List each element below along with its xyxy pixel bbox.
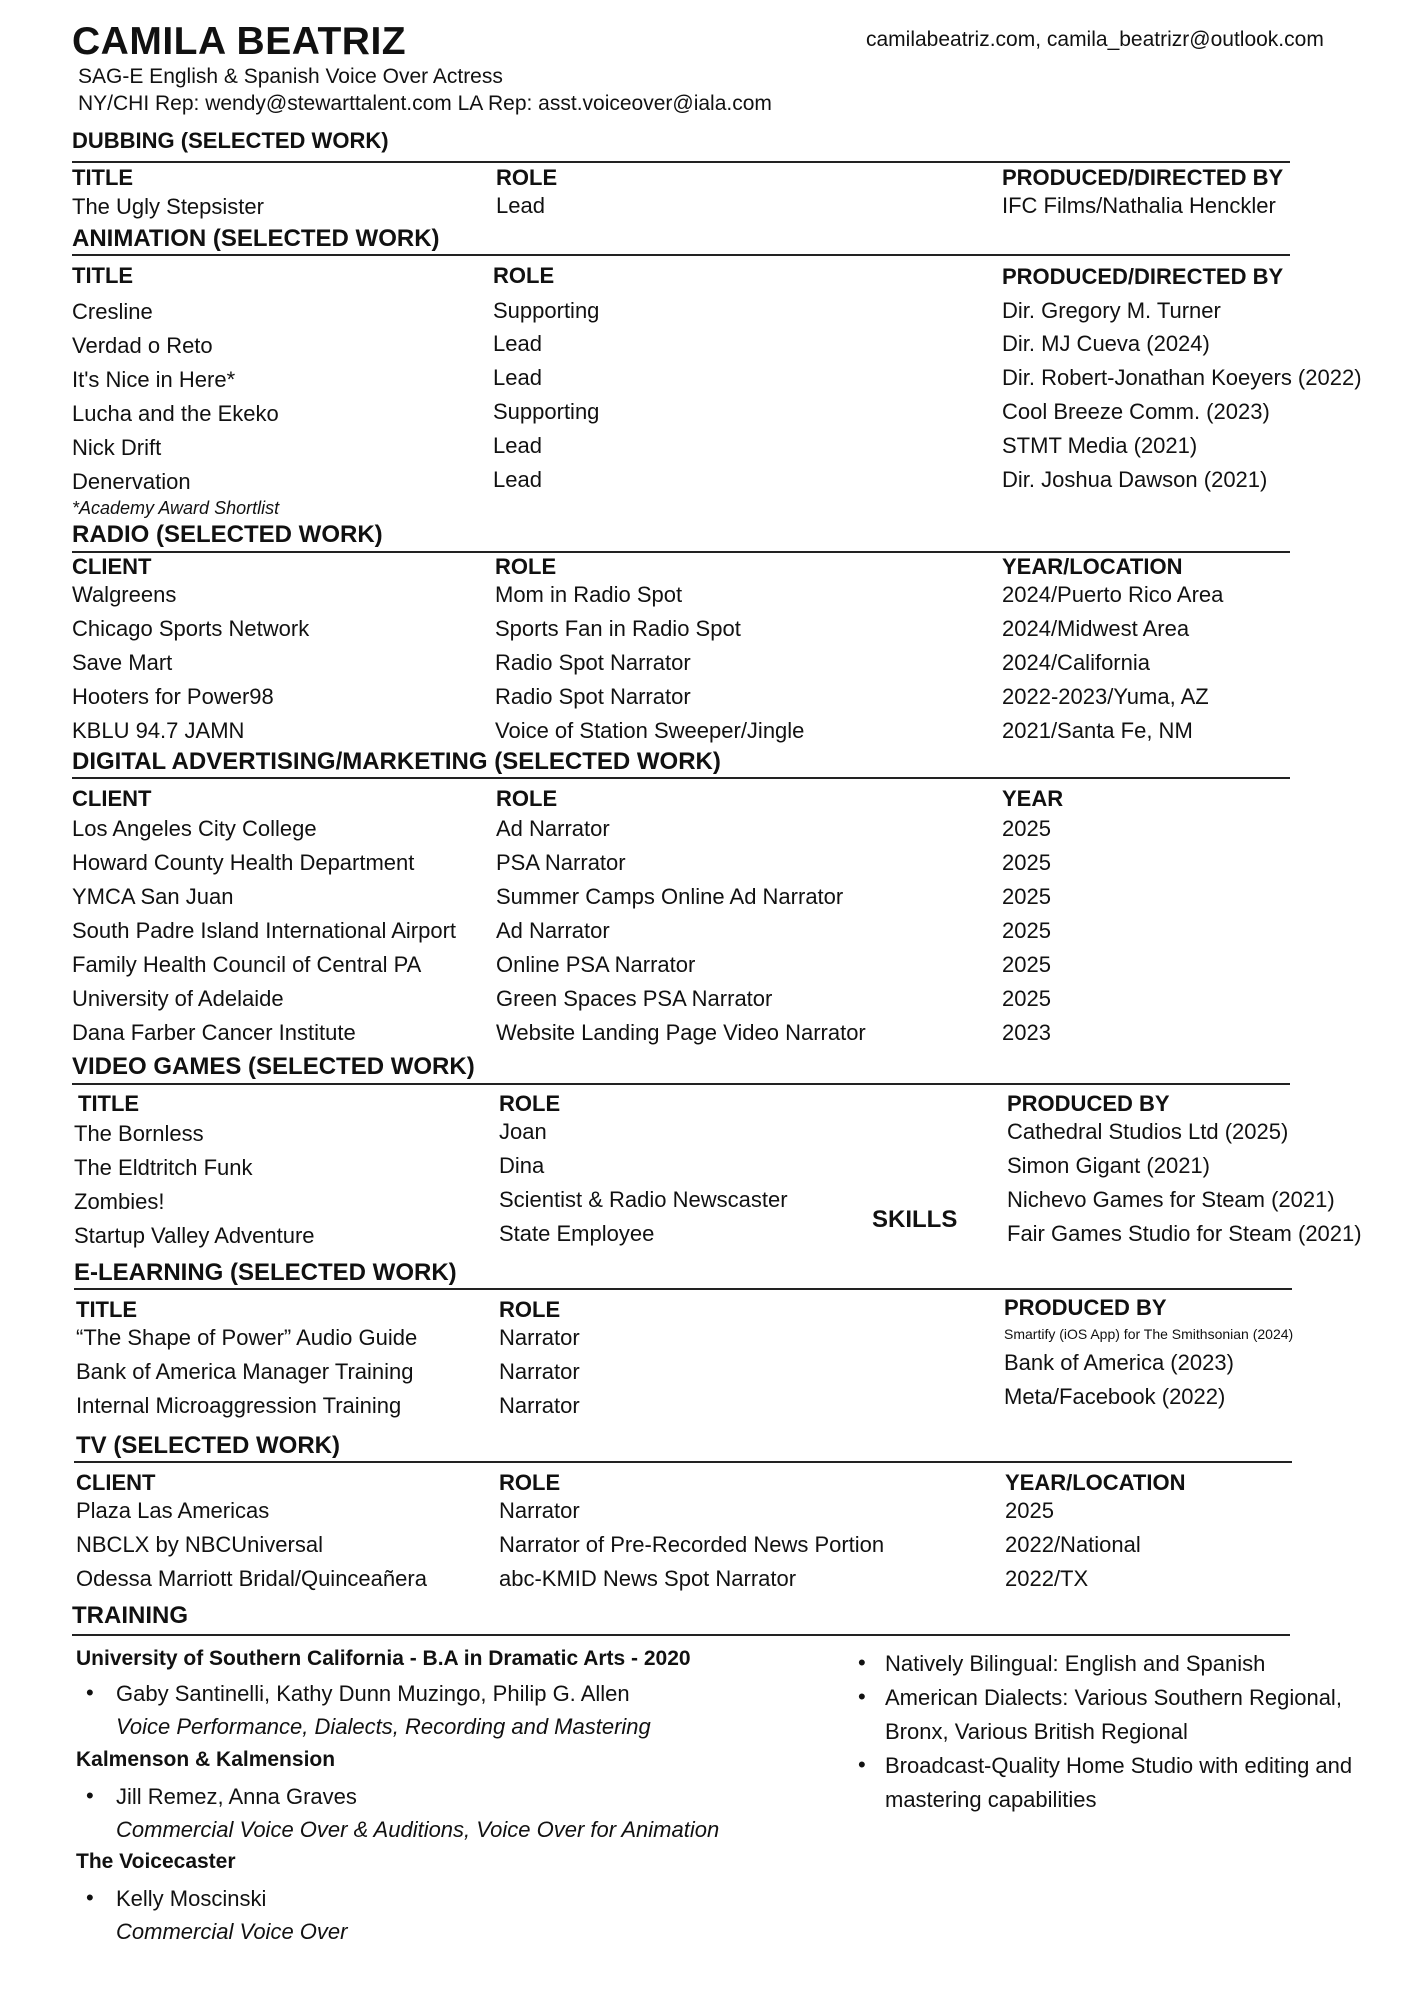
table-cell: PSA Narrator xyxy=(496,850,626,875)
table-cell: 2025 xyxy=(1005,1498,1054,1523)
table-cell: Bank of America Manager Training xyxy=(76,1359,414,1384)
table-cell: abc-KMID News Spot Narrator xyxy=(499,1566,797,1591)
col-header: PRODUCED BY xyxy=(1007,1091,1170,1116)
table-cell: Denervation xyxy=(72,469,191,494)
col-header: PRODUCED/DIRECTED BY xyxy=(1002,264,1284,289)
table-cell: Narrator xyxy=(499,1393,580,1418)
table-cell: Simon Gigant (2021) xyxy=(1007,1153,1210,1178)
table-cell: Ad Narrator xyxy=(496,816,610,841)
table-cell: Save Mart xyxy=(72,650,173,675)
table-cell: Ad Narrator xyxy=(496,918,610,943)
bullet-icon: • xyxy=(86,1680,94,1705)
footnote: *Academy Award Shortlist xyxy=(72,498,280,518)
section-title-animation: ANIMATION (SELECTED WORK) xyxy=(72,225,440,252)
school-name: Kalmenson & Kalmension xyxy=(76,1748,336,1771)
table-cell: Green Spaces PSA Narrator xyxy=(496,986,773,1011)
table-cell: Bank of America (2023) xyxy=(1004,1350,1234,1375)
table-cell: Summer Camps Online Ad Narrator xyxy=(496,884,844,909)
table-cell: Family Health Council of Central PA xyxy=(72,952,422,977)
table-cell: The Ugly Stepsister xyxy=(72,194,264,219)
section-title-radio: RADIO (SELECTED WORK) xyxy=(72,521,383,548)
col-header: ROLE xyxy=(499,1470,561,1495)
table-cell: Dina xyxy=(499,1153,545,1178)
training-focus: Commercial Voice Over & Auditions, Voice Over for Animation xyxy=(116,1817,720,1842)
section-rule xyxy=(74,1288,1292,1290)
table-cell: Supporting xyxy=(493,298,600,323)
resume-name: CAMILA BEATRIZ xyxy=(72,20,407,63)
bullet-icon: • xyxy=(86,1885,94,1910)
col-header: ROLE xyxy=(496,165,558,190)
skill-item: Broadcast-Quality Home Studio with editing and xyxy=(885,1753,1353,1778)
section-title-tv: TV (SELECTED WORK) xyxy=(76,1432,340,1459)
col-header: YEAR/LOCATION xyxy=(1005,1470,1186,1495)
table-cell: Internal Microaggression Training xyxy=(76,1393,402,1418)
section-rule xyxy=(72,777,1290,779)
section-rule xyxy=(72,1083,1290,1085)
training-focus: Voice Performance, Dialects, Recording and Mastering xyxy=(116,1714,651,1739)
teachers: Jill Remez, Anna Graves xyxy=(116,1784,357,1809)
table-cell: Narrator xyxy=(499,1359,580,1384)
col-header: PRODUCED BY xyxy=(1004,1295,1167,1320)
table-cell: Los Angeles City College xyxy=(72,816,317,841)
table-cell: Lead xyxy=(496,193,545,218)
table-cell: 2022/National xyxy=(1005,1532,1141,1557)
skill-item: Natively Bilingual: English and Spanish xyxy=(885,1651,1266,1676)
skills-label: SKILLS xyxy=(872,1206,958,1233)
table-cell: Verdad o Reto xyxy=(72,333,213,358)
training-focus: Commercial Voice Over xyxy=(116,1919,348,1944)
table-cell: Smartify (iOS App) for The Smithsonian (2024) xyxy=(1004,1326,1294,1342)
teachers: Gaby Santinelli, Kathy Dunn Muzingo, Philip G. Allen xyxy=(116,1681,630,1706)
teachers: Kelly Moscinski xyxy=(116,1886,267,1911)
section-rule xyxy=(72,254,1290,256)
col-header: CLIENT xyxy=(72,554,152,579)
table-cell: Fair Games Studio for Steam (2021) xyxy=(1007,1221,1362,1246)
table-cell: Lead xyxy=(493,467,542,492)
table-cell: Voice of Station Sweeper/Jingle xyxy=(495,718,805,743)
table-cell: IFC Films/Nathalia Henckler xyxy=(1002,193,1276,218)
col-header: ROLE xyxy=(495,554,557,579)
school-name: University of Southern California - B.A in Dramatic Arts - 2020 xyxy=(76,1647,691,1670)
table-cell: Dir. Joshua Dawson (2021) xyxy=(1002,467,1268,492)
table-cell: 2024/Midwest Area xyxy=(1002,616,1190,641)
table-cell: Cresline xyxy=(72,299,153,324)
table-cell: Online PSA Narrator xyxy=(496,952,696,977)
table-cell: Radio Spot Narrator xyxy=(495,684,691,709)
section-rule xyxy=(72,1634,1290,1636)
table-cell: Lead xyxy=(493,433,542,458)
table-cell: Walgreens xyxy=(72,582,177,607)
bullet-icon: • xyxy=(858,1752,866,1777)
table-cell: 2025 xyxy=(1002,918,1051,943)
table-cell: 2025 xyxy=(1002,986,1051,1011)
table-cell: Website Landing Page Video Narrator xyxy=(496,1020,866,1045)
table-cell: Lead xyxy=(493,331,542,356)
bullet-icon: • xyxy=(86,1783,94,1808)
table-cell: Dir. Gregory M. Turner xyxy=(1002,298,1221,323)
table-cell: University of Adelaide xyxy=(72,986,284,1011)
col-header: TITLE xyxy=(78,1091,140,1116)
school-name: The Voicecaster xyxy=(76,1850,236,1873)
table-cell: Meta/Facebook (2022) xyxy=(1004,1384,1226,1409)
table-cell: Narrator xyxy=(499,1498,580,1523)
table-cell: STMT Media (2021) xyxy=(1002,433,1198,458)
table-cell: Lead xyxy=(493,365,542,390)
skill-item-cont: Bronx, Various British Regional xyxy=(885,1719,1188,1744)
contact-info[interactable]: camilabeatriz.com, camila_beatrizr@outlook.com xyxy=(866,28,1324,51)
table-cell: It's Nice in Here* xyxy=(72,367,236,392)
skill-item: American Dialects: Various Southern Regional, xyxy=(885,1685,1342,1710)
col-header: CLIENT xyxy=(76,1470,156,1495)
table-cell: Nichevo Games for Steam (2021) xyxy=(1007,1187,1335,1212)
table-cell: The Eldtritch Funk xyxy=(74,1155,253,1180)
table-cell: The Bornless xyxy=(74,1121,204,1146)
tagline: SAG-E English & Spanish Voice Over Actress xyxy=(78,65,503,88)
col-header: YEAR xyxy=(1002,786,1064,811)
table-cell: 2024/Puerto Rico Area xyxy=(1002,582,1224,607)
section-title-digital: DIGITAL ADVERTISING/MARKETING (SELECTED WORK) xyxy=(72,748,721,775)
table-cell: Supporting xyxy=(493,399,600,424)
table-cell: Mom in Radio Spot xyxy=(495,582,683,607)
section-title-training: TRAINING xyxy=(72,1602,188,1629)
section-title-elearning: E-LEARNING (SELECTED WORK) xyxy=(74,1259,457,1286)
table-cell: 2023 xyxy=(1002,1020,1051,1045)
table-cell: Narrator xyxy=(499,1325,580,1350)
col-header: PRODUCED/DIRECTED BY xyxy=(1002,165,1284,190)
col-header: ROLE xyxy=(499,1091,561,1116)
table-cell: State Employee xyxy=(499,1221,655,1246)
col-header: TITLE xyxy=(72,263,134,288)
table-cell: Chicago Sports Network xyxy=(72,616,310,641)
table-cell: 2022/TX xyxy=(1005,1566,1089,1591)
section-rule xyxy=(74,1461,1292,1463)
table-cell: Zombies! xyxy=(74,1189,165,1214)
table-cell: Cool Breeze Comm. (2023) xyxy=(1002,399,1270,424)
table-cell: Howard County Health Department xyxy=(72,850,415,875)
table-cell: “The Shape of Power” Audio Guide xyxy=(76,1325,418,1350)
col-header: CLIENT xyxy=(72,786,152,811)
table-cell: Narrator of Pre-Recorded News Portion xyxy=(499,1532,885,1557)
col-header: YEAR/LOCATION xyxy=(1002,554,1183,579)
skill-item-cont: mastering capabilities xyxy=(885,1787,1097,1812)
representation: NY/CHI Rep: wendy@stewarttalent.com LA Rep: asst.voiceover@iala.com xyxy=(78,92,772,115)
col-header: ROLE xyxy=(493,263,555,288)
table-cell: Radio Spot Narrator xyxy=(495,650,691,675)
col-header: ROLE xyxy=(496,786,558,811)
col-header: ROLE xyxy=(499,1297,561,1322)
bullet-icon: • xyxy=(858,1650,866,1675)
table-cell: 2025 xyxy=(1002,952,1051,977)
table-cell: Plaza Las Americas xyxy=(76,1498,270,1523)
table-cell: South Padre Island International Airport xyxy=(72,918,457,943)
table-cell: NBCLX by NBCUniversal xyxy=(76,1532,323,1557)
table-cell: Lucha and the Ekeko xyxy=(72,401,279,426)
table-cell: Nick Drift xyxy=(72,435,162,460)
table-cell: Dir. MJ Cueva (2024) xyxy=(1002,331,1210,356)
col-header: TITLE xyxy=(72,165,134,190)
table-cell: 2025 xyxy=(1002,850,1051,875)
table-cell: Dir. Robert-Jonathan Koeyers (2022) xyxy=(1002,365,1362,390)
table-cell: 2025 xyxy=(1002,816,1051,841)
table-cell: 2024/California xyxy=(1002,650,1150,675)
table-cell: Odessa Marriott Bridal/Quinceañera xyxy=(76,1566,427,1591)
table-cell: YMCA San Juan xyxy=(72,884,234,909)
section-title-dubbing: DUBBING (SELECTED WORK) xyxy=(72,128,389,153)
table-cell: Startup Valley Adventure xyxy=(74,1223,315,1248)
table-cell: KBLU 94.7 JAMN xyxy=(72,718,245,743)
table-cell: Sports Fan in Radio Spot xyxy=(495,616,741,641)
section-title-video-games: VIDEO GAMES (SELECTED WORK) xyxy=(72,1053,475,1080)
col-header: TITLE xyxy=(76,1297,138,1322)
table-cell: Dana Farber Cancer Institute xyxy=(72,1020,356,1045)
table-cell: Joan xyxy=(499,1119,547,1144)
table-cell: 2022-2023/Yuma, AZ xyxy=(1002,684,1209,709)
bullet-icon: • xyxy=(858,1684,866,1709)
table-cell: Hooters for Power98 xyxy=(72,684,274,709)
section-rule xyxy=(72,161,1290,163)
table-cell: Scientist & Radio Newscaster xyxy=(499,1187,788,1212)
section-rule xyxy=(72,551,1290,553)
table-cell: 2025 xyxy=(1002,884,1051,909)
table-cell: 2021/Santa Fe, NM xyxy=(1002,718,1193,743)
table-cell: Cathedral Studios Ltd (2025) xyxy=(1007,1119,1289,1144)
